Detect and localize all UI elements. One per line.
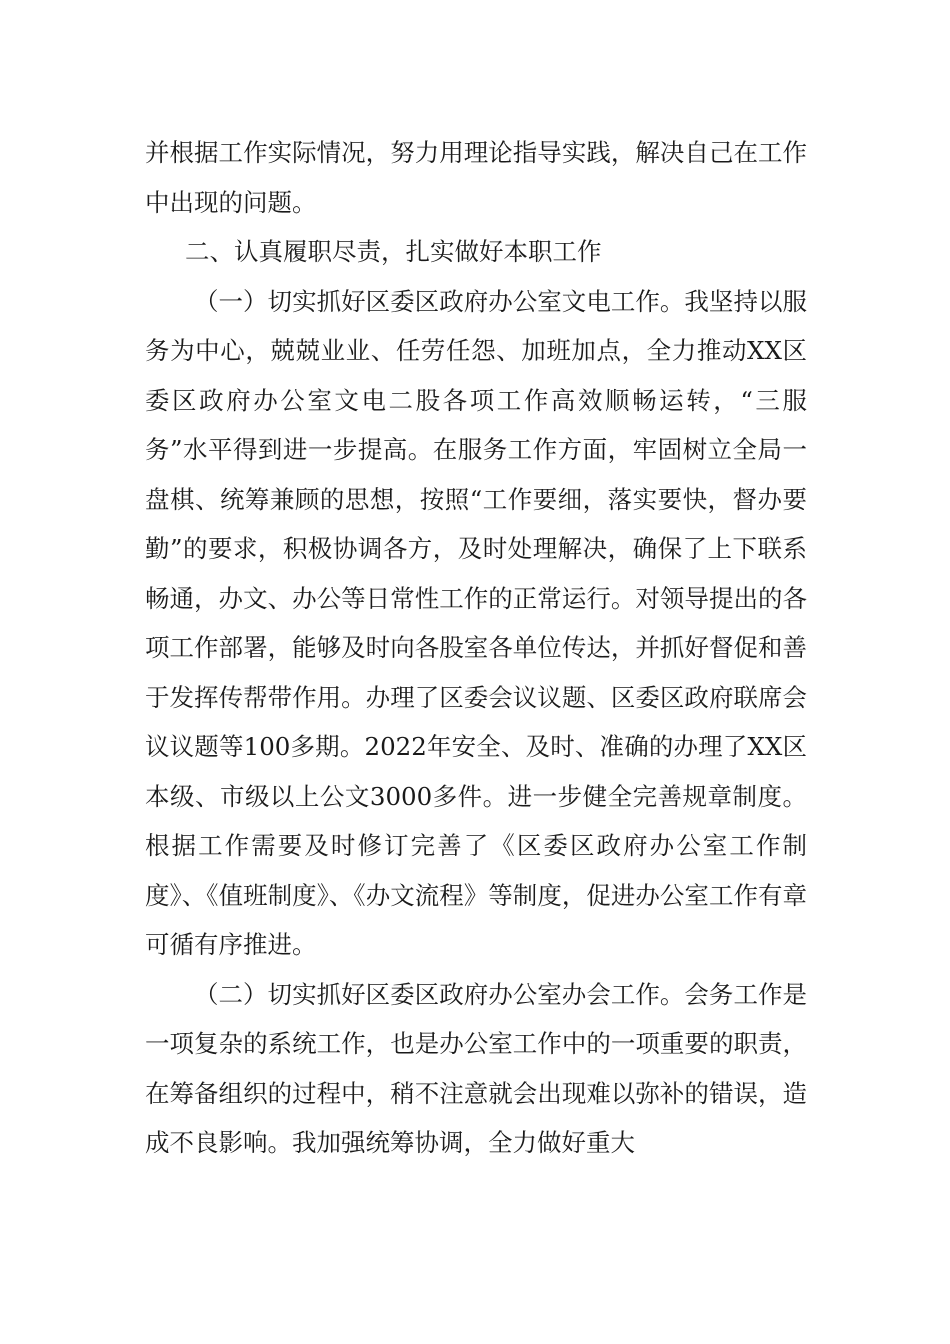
- document-body: [145, 128, 807, 1168]
- paragraph-continuation: 并根据工作实际情况，努力用理论指导实践，解决自己在工作中出现的问题。: [145, 138, 807, 217]
- paragraph-item-1: （一）切实抓好区委区政府办公室文电工作。我坚持以服务为中心，兢兢业业、任劳任怨、加班加点，全力推动XX区委区政府办公室文电二股各项工作高效顺畅运转，“三服务”水平得到进一步提高。在服务工作方面，牢固树立全局一盘棋、统筹兼顾的思想，按照“工作要细，落实要快，督办要勤”的要求，积极协调各方，及时处理解决，确保了上下联系畅通，办文、办公等日常性工作的正常运行。对领导提出的各项工作部署，能够及时向各股室各单位传达，并抓好督促和善于发挥传帮带作用。办理了区委会议议题、区委区政府联席会议议题等100多期。2022年安全、及时、准确的办理了XX区本级、市级以上公文3000多件。进一步健全完善规章制度。根据工作需要及时修订完善了《区委区政府办公室工作制度》、《值班制度》、《办文流程》等制度，促进办公室工作有章可循有序推进。: [145, 286, 807, 959]
- section-heading: 二、认真履职尽责，扎实做好本职工作: [185, 237, 602, 266]
- paragraph-item-2: （二）切实抓好区委区政府办公室办会工作。会务工作是一项复杂的系统工作，也是办公室工作中的一项重要的职责，在筹备组织的过程中，稍不注意就会出现难以弥补的错误，造成不良影响。我加强统筹协调，全力做好重大: [145, 979, 807, 1157]
